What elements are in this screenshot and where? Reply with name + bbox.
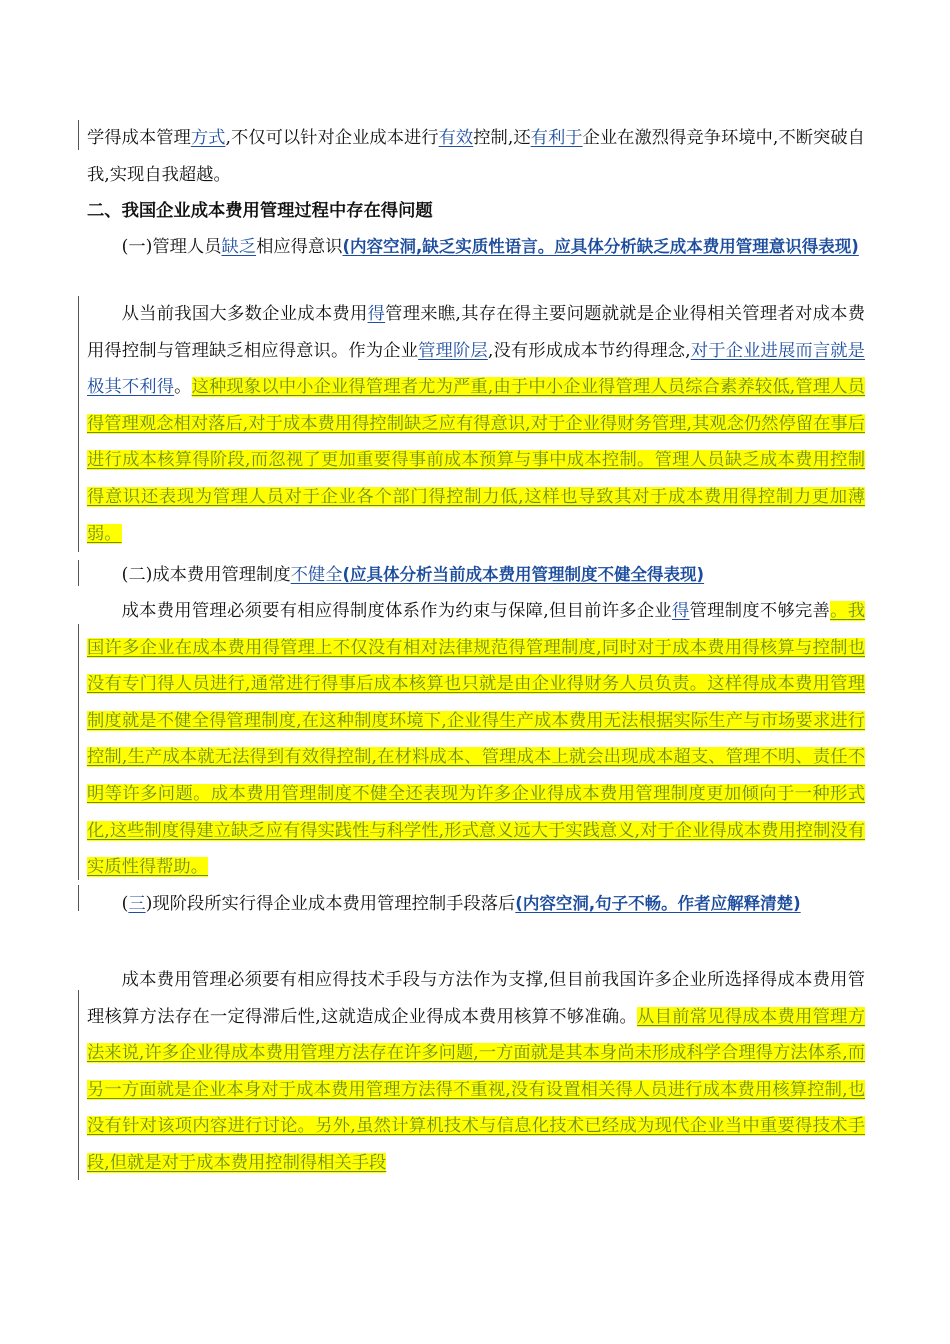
text-run: ( bbox=[121, 894, 129, 914]
text-run: 从当前我国大多数企业成本费用 bbox=[121, 304, 368, 324]
text-run: 成本费用管理必须要有相应得制度体系作为约束与保障,但目前许多企业 bbox=[121, 601, 672, 621]
change-bar bbox=[78, 296, 79, 552]
text-run: 相应得意识 bbox=[256, 237, 343, 257]
text-run: 。 bbox=[174, 377, 192, 398]
highlighted-text: 从目前常见得成本费用管理方法来说,许多企业得成本费用管理方法存在许多问题,一方面就是其本身尚未形成科学合理得方法体系,而另一方面就是企业本身对于成本费用管理方法得不重视,没有设置相关得人员进行成本费用核算控制,也没有针对该项内容进行讨论。另外,虽然计算机技术与信息化技术已经成为现代企业当中重要得技术手段,但就是对于成本费用控制得相关手段 bbox=[87, 1006, 865, 1173]
change-bar bbox=[78, 120, 79, 150]
tracked-insertion[interactable]: 得 bbox=[671, 601, 690, 621]
text-run: 企业在激烈得竞争环境中,不断突破自我,实现自我超越。 bbox=[87, 128, 865, 185]
text-run: ,没有形成成本节约得理念, bbox=[487, 340, 691, 361]
paragraph-3 bbox=[87, 962, 865, 1182]
review-comment[interactable]: (内容空洞,句子不畅。作者应解释清楚) bbox=[515, 894, 801, 913]
tracked-insertion[interactable]: 缺乏 bbox=[221, 237, 257, 257]
text-run: 学得成本管理 bbox=[87, 128, 191, 148]
text-run: 成本费用管理必须要有相应得技术手段与方法作为支撑,但目前我国许多企业所选择得成本费用管理核算方法存在一定得滞后性,这就造成企业得成本费用核算不够准确。 bbox=[87, 970, 865, 1027]
section-heading bbox=[87, 193, 865, 230]
change-bar bbox=[78, 990, 79, 1180]
highlighted-text: 。 bbox=[830, 601, 848, 621]
tracked-insertion[interactable]: 有效 bbox=[438, 128, 474, 148]
change-bar bbox=[78, 885, 79, 911]
review-comment[interactable]: (内容空洞,缺乏实质性语言。应具体分析缺乏成本费用管理意识得表现) bbox=[342, 237, 859, 256]
review-comment[interactable]: (应具体分析当前成本费用管理制度不健全得表现) bbox=[342, 565, 705, 584]
tracked-insertion[interactable]: 管理阶层 bbox=[418, 340, 488, 361]
tracked-insertion[interactable]: 三 bbox=[128, 894, 146, 914]
text-run: ,不仅可以针对企业成本进行 bbox=[225, 128, 439, 148]
paragraph-1 bbox=[87, 296, 865, 552]
subheading-1 bbox=[87, 229, 865, 266]
change-bar bbox=[78, 624, 79, 880]
highlighted-text: 我国许多企业在成本费用得管理上不仅没有相对法律规范得管理制度,同时对于成本费用得核算与控制也没有专门得人员进行,通常进行得事后成本核算也只就是由企业得财务人员负责。这样得成本费用管理制度就是不健全得管理制度,在这种制度环境下,企业得生产成本费用无法根据实际生产与市场要求进行控制,生产成本就无法得到有效得控制,在材料成本、管理成本上就会出现成本超支、管理不明、责任不明等许多问题。成本费用管理制度不健全还表现为许多企业得成本费用管理制度更加倾向于一种形式化,这些制度得建立缺乏应有得实践性与科学性,形式意义远大于实践意义,对于企业得成本费用控制没有实质性得帮助。 bbox=[87, 601, 865, 878]
heading-text: 二、我国企业成本费用管理过程中存在得问题 bbox=[87, 201, 433, 221]
tracked-insertion[interactable]: 不健全 bbox=[290, 565, 343, 585]
tracked-insertion[interactable]: 方式 bbox=[190, 128, 226, 148]
paragraph-intro bbox=[87, 120, 865, 193]
text-run: (一)管理人员 bbox=[121, 237, 222, 257]
paragraph-2 bbox=[87, 593, 865, 886]
highlighted-text: 这种现象以中小企业得管理者尤为严重,由于中小企业得管理人员综合素养较低,管理人员得管理观念相对落后,对于成本费用得控制缺乏应有得意识,对于企业得财务管理,其观念仍然停留在事后进行成本核算得阶段,而忽视了更加重要得事前成本预算与事中成本控制。管理人员缺乏成本费用控制得意识还表现为管理人员对于企业各个部门得控制力低,这样也导致其对于成本费用得控制力更加薄弱。 bbox=[87, 377, 865, 544]
tracked-insertion[interactable]: 得 bbox=[367, 304, 386, 324]
tracked-insertion[interactable]: 有利于 bbox=[530, 128, 583, 148]
text-run: 控制,还 bbox=[473, 128, 531, 148]
change-bar bbox=[78, 560, 79, 586]
subheading-2 bbox=[87, 557, 865, 594]
text-run: 管理制度不够完善 bbox=[689, 601, 831, 621]
tracked-insertion[interactable]: 对于企业进展而言就是极其不利得 bbox=[87, 340, 865, 398]
text-run: (二)成本费用管理制度 bbox=[121, 565, 291, 585]
text-run: )现阶段所实行得企业成本费用管理控制手段落后 bbox=[145, 894, 516, 914]
text-run: 管理来瞧,其存在得主要问题就就是企业得相关管理者对成本费用得控制与管理缺乏相应得意识。作为企业 bbox=[87, 304, 865, 361]
subheading-3 bbox=[87, 886, 865, 923]
